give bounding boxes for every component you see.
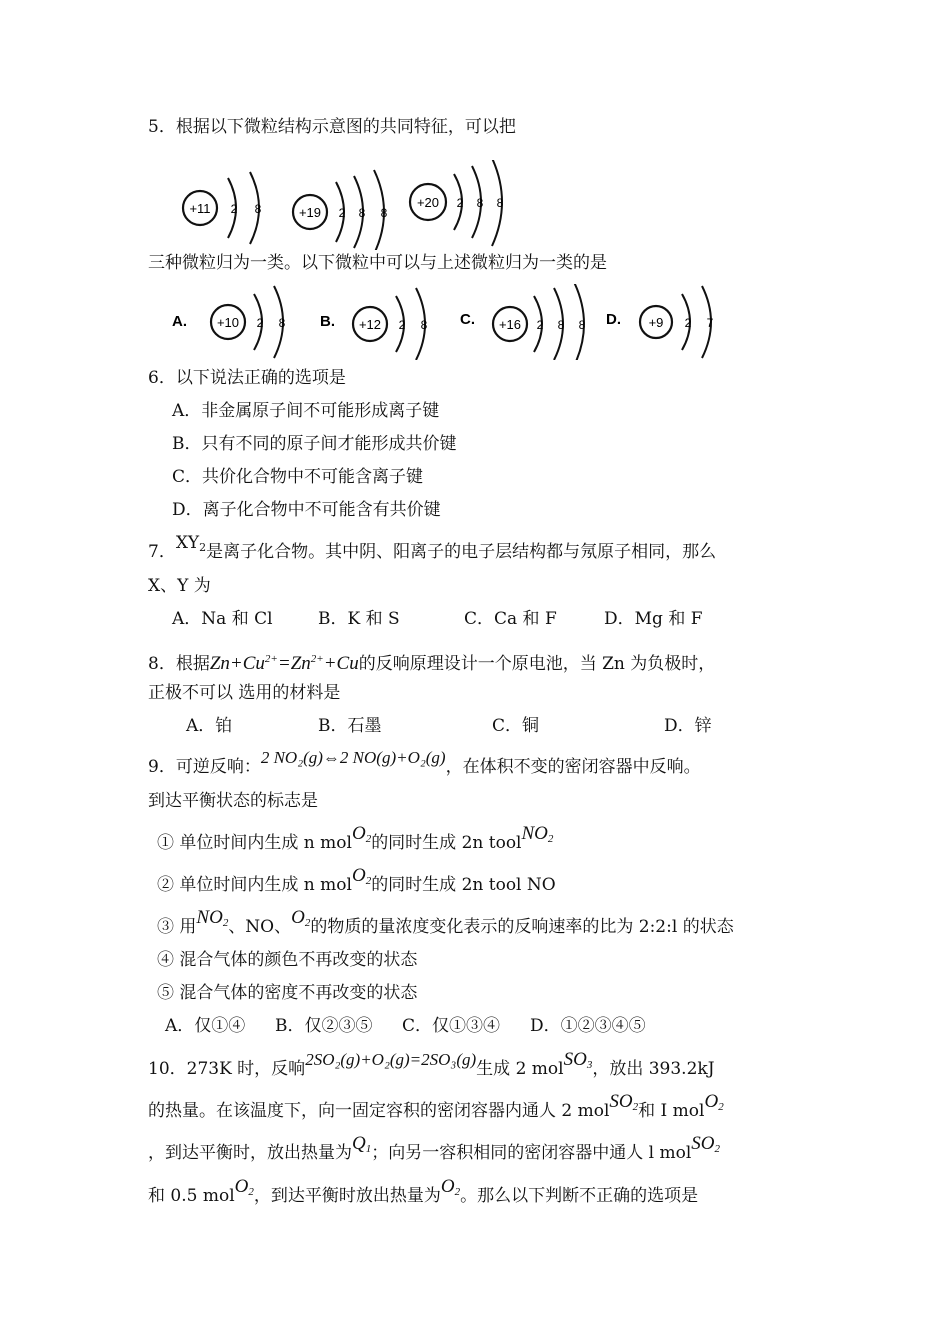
- given-atom-2-shell-1: 2: [338, 206, 346, 220]
- q8-eq-plus: +: [229, 653, 243, 674]
- q8-option-b: B．石墨: [318, 716, 382, 736]
- q10-l3-a: ，到达平衡时，放出热量为: [148, 1143, 352, 1163]
- option-d-nucleus: +9: [648, 315, 664, 330]
- q9-s2-b: 的同时生成 2n tool NO: [371, 875, 556, 895]
- q10-l2-b: 和 I mol: [638, 1101, 705, 1121]
- q8-options: [186, 715, 712, 737]
- q9-s1-b: 的同时生成 2n tool: [371, 833, 522, 853]
- q10-l2-so2-sub: 2: [632, 1101, 639, 1113]
- q9-s3-a: ③ 用: [157, 917, 197, 937]
- q10-end: ，放出 393.2kJ: [592, 1059, 715, 1079]
- q9-option-d: D．①②③④⑤: [530, 1016, 646, 1036]
- q10-l2-a: 的热量。在该温度下，向一固定容积的密闭容器内通人 2 mol: [148, 1101, 610, 1121]
- q9-stem: [148, 748, 701, 778]
- given-atom-3-nucleus: +20: [416, 195, 440, 210]
- given-atom-1: [183, 172, 262, 244]
- option-d-label: D.: [606, 311, 621, 328]
- q6-stem: 6．以下说法正确的选项是: [148, 368, 346, 388]
- q10-l3-so2-text: SO: [691, 1133, 715, 1154]
- q10-l4-o2: [235, 1176, 254, 1197]
- q9-suffix: ，在体积不变的密闭容器中反响。: [445, 757, 701, 777]
- q10-l4-a: 和 0.5 mol: [148, 1186, 235, 1206]
- q9-s1-o2-sub: 2: [365, 833, 372, 845]
- q9-s1-a: ① 单位时间内生成 n mol: [157, 833, 352, 853]
- q10-l2-o2-sub: 2: [718, 1101, 724, 1113]
- q7-options: [172, 608, 703, 630]
- q10-l3-q-text: Q: [352, 1133, 366, 1154]
- q9-option-b: B．仅②③⑤: [275, 1016, 373, 1036]
- q9-statement-4: ④ 混合气体的颜色不再改变的状态: [157, 950, 418, 970]
- q10-l4-o2-sub: 2: [248, 1186, 254, 1198]
- q8-option-a: A．铂: [186, 716, 233, 736]
- q9-s2-a: ② 单位时间内生成 n mol: [157, 875, 352, 895]
- q8-eq-zn: Zn: [209, 653, 230, 674]
- q9-s2-o2: [352, 865, 371, 886]
- option-a-shell-1: 2: [256, 316, 264, 330]
- q9-statement-1: [157, 823, 554, 859]
- option-a-atom: [172, 286, 286, 358]
- q10-so3-sub: 3: [586, 1059, 593, 1071]
- q7-num: 7．: [148, 542, 176, 562]
- q10-l3-so2-sub: 2: [714, 1143, 721, 1155]
- q9-statement-5: ⑤ 混合气体的密度不再改变的状态: [157, 983, 418, 1003]
- q10-line-1: [148, 1049, 715, 1085]
- q9-statement-3: [157, 907, 734, 943]
- q7-option-a: A．Na 和 Cl: [172, 609, 273, 629]
- option-c-label: C.: [460, 311, 475, 328]
- q7-option-c: C．Ca 和 F: [464, 609, 557, 629]
- q10-line-4: [148, 1176, 699, 1212]
- q8-eq-zn2: Zn: [290, 653, 311, 674]
- q10-l2-so2-text: SO: [609, 1091, 633, 1112]
- option-c-atom: [460, 284, 586, 360]
- q9-options: [165, 1015, 646, 1037]
- q9-s1-no2-text: NO: [521, 823, 548, 844]
- option-c-shell-1: 2: [536, 318, 544, 332]
- q6-option-d: D．离子化合物中不可能含有共价键: [172, 500, 441, 520]
- q10-so3: [564, 1049, 593, 1070]
- given-atom-3-shell-2: 8: [476, 196, 484, 210]
- q9-s3-c: 的物质的量浓度变化表示的反响速率的比为 2:2:l 的状态: [310, 917, 734, 937]
- given-atom-1-shell-1: 2: [230, 202, 238, 216]
- q10-l4-o2b: [441, 1176, 460, 1197]
- q9-statement-2: [157, 865, 556, 901]
- q9-s3-no2: [196, 907, 228, 928]
- given-atom-2: [293, 170, 388, 250]
- q7-stem-2: X、Y 为: [148, 576, 211, 596]
- q8-equation: [210, 653, 359, 674]
- q10-line-3: [148, 1133, 721, 1169]
- option-d-shell-1: 2: [684, 316, 692, 330]
- q6-option-b: B．只有不同的原子间才能形成共价键: [172, 434, 457, 454]
- q9-stem-2: 到达平衡状态的标志是: [148, 791, 318, 811]
- q9-s3-o2: [291, 907, 310, 928]
- q10-l3-b: ；向另一容积相同的密闭容器中通人 l mol: [371, 1143, 692, 1163]
- q9-option-a: A．仅①④: [165, 1016, 246, 1036]
- q9-s3-b: 、NO、: [228, 917, 292, 937]
- q7-stem: [148, 533, 717, 568]
- q10-l4-b: ，到达平衡时放出热量为: [253, 1186, 441, 1206]
- given-atom-2-shell-3: 8: [380, 206, 388, 220]
- q10-l4-c: 。那么以下判断不正确的选项是: [460, 1186, 699, 1206]
- option-a-label: A.: [172, 313, 187, 330]
- q10-l3-q: [352, 1133, 371, 1154]
- given-atom-3-shell-1: 2: [456, 196, 464, 210]
- q6-option-c: C．共价化合物中不可能含离子键: [172, 467, 424, 487]
- q9-s1-no2: [522, 823, 554, 844]
- q7-formula-sub: 2: [199, 541, 207, 554]
- q10-l2-o2-text: O: [704, 1091, 719, 1112]
- q10-mid: 生成 2 mol: [476, 1059, 564, 1079]
- option-d-shell-2: 7: [706, 316, 714, 330]
- q10-l3-q-sub: 1: [365, 1143, 372, 1155]
- q6-option-a: A．非金属原子间不可能形成离子键: [172, 401, 440, 421]
- q9-s2-o2-sub: 2: [365, 875, 372, 887]
- q9-s2-o2-text: O: [351, 865, 366, 886]
- q8-eq-cu2: Cu: [336, 653, 359, 674]
- q8-eq-plus2: +: [323, 653, 337, 674]
- option-b-label: B.: [320, 313, 335, 330]
- option-d-atom: [606, 286, 714, 358]
- q9-equation: 2 NO₂(g)⇔2 NO(g)+O₂(g): [260, 748, 446, 767]
- option-b-shell-2: 8: [420, 318, 428, 332]
- q9-s1-o2: [352, 823, 371, 844]
- q10-l4-o2b-sub: 2: [454, 1186, 461, 1198]
- q8-stem: [148, 648, 715, 675]
- q5-stem-2: 三种微粒归为一类。以下微粒中可以与上述微粒归为一类的是: [148, 253, 607, 273]
- q8-eq-cu: Cu: [242, 653, 265, 674]
- q8-option-d: D．锌: [664, 716, 712, 736]
- q10-line-2: [148, 1091, 724, 1127]
- given-atom-2-shell-2: 8: [358, 206, 366, 220]
- q10-l2-so2: [609, 1091, 638, 1112]
- q8-eq-equals: =: [277, 653, 291, 674]
- option-c-shell-3: 8: [578, 318, 586, 332]
- q9-option-c: C．仅①③④: [402, 1016, 501, 1036]
- q9-s3-no2-text: NO: [196, 907, 223, 928]
- q10-l3-so2: [691, 1133, 720, 1154]
- q10-prefix: 10．273K 时，反响: [148, 1059, 306, 1079]
- q10-l2-o2: [704, 1091, 723, 1112]
- q9-s1-no2-sub: 2: [547, 833, 554, 845]
- option-a-shell-2: 8: [278, 316, 286, 330]
- q7-option-b: B．K 和 S: [318, 609, 400, 629]
- q10-equation: 2SO₂(g)+O₂(g)=2SO₃(g): [305, 1050, 477, 1069]
- given-atom-2-nucleus: +19: [298, 205, 322, 220]
- given-atom-3-shell-3: 8: [496, 196, 504, 210]
- q5-given-diagrams: [170, 160, 570, 250]
- q8-prefix: 8．根据: [148, 654, 210, 674]
- q10-l4-o2-text: O: [234, 1176, 249, 1197]
- q9-s1-o2-text: O: [351, 823, 366, 844]
- q8-eq-cu-charge: 2+: [264, 653, 278, 665]
- q9-s3-o2-sub: 2: [304, 917, 311, 929]
- option-a-nucleus: +10: [216, 315, 240, 330]
- q5-option-diagrams: [170, 284, 730, 360]
- option-b-nucleus: +12: [358, 317, 382, 332]
- q7-formula: [176, 533, 206, 553]
- given-atom-1-nucleus: +11: [189, 201, 211, 216]
- q9-prefix: 9．可逆反响：: [148, 757, 261, 777]
- option-b-atom: [320, 288, 428, 360]
- q8-stem-2: 正极不可以 选用的材料是: [148, 683, 341, 703]
- q8-suffix: 的反响原理设计一个原电池，当 Zn 为负极时，: [358, 654, 716, 674]
- q9-s3-no2-sub: 2: [222, 917, 229, 929]
- given-atom-1-shell-2: 8: [254, 202, 262, 216]
- q9-s3-o2-text: O: [291, 907, 305, 928]
- q10-l4-o2b-text: O: [440, 1176, 455, 1197]
- q8-option-c: C．铜: [492, 716, 540, 736]
- given-atom-3: [410, 160, 504, 246]
- q8-eq-zn-charge: 2+: [310, 653, 324, 665]
- option-c-shell-2: 8: [557, 318, 565, 332]
- option-b-shell-1: 2: [398, 318, 406, 332]
- q10-so3-text: SO: [563, 1049, 587, 1070]
- option-c-nucleus: +16: [498, 317, 522, 332]
- q7-formula-text: XY: [175, 533, 200, 553]
- q7-stem-rest: 是离子化合物。其中阴、阳离子的电子层结构都与氖原子相同，那么: [206, 542, 717, 562]
- q5-stem: 5．根据以下微粒结构示意图的共同特征，可以把: [148, 117, 516, 137]
- q7-option-d: D．Mg 和 F: [604, 609, 703, 629]
